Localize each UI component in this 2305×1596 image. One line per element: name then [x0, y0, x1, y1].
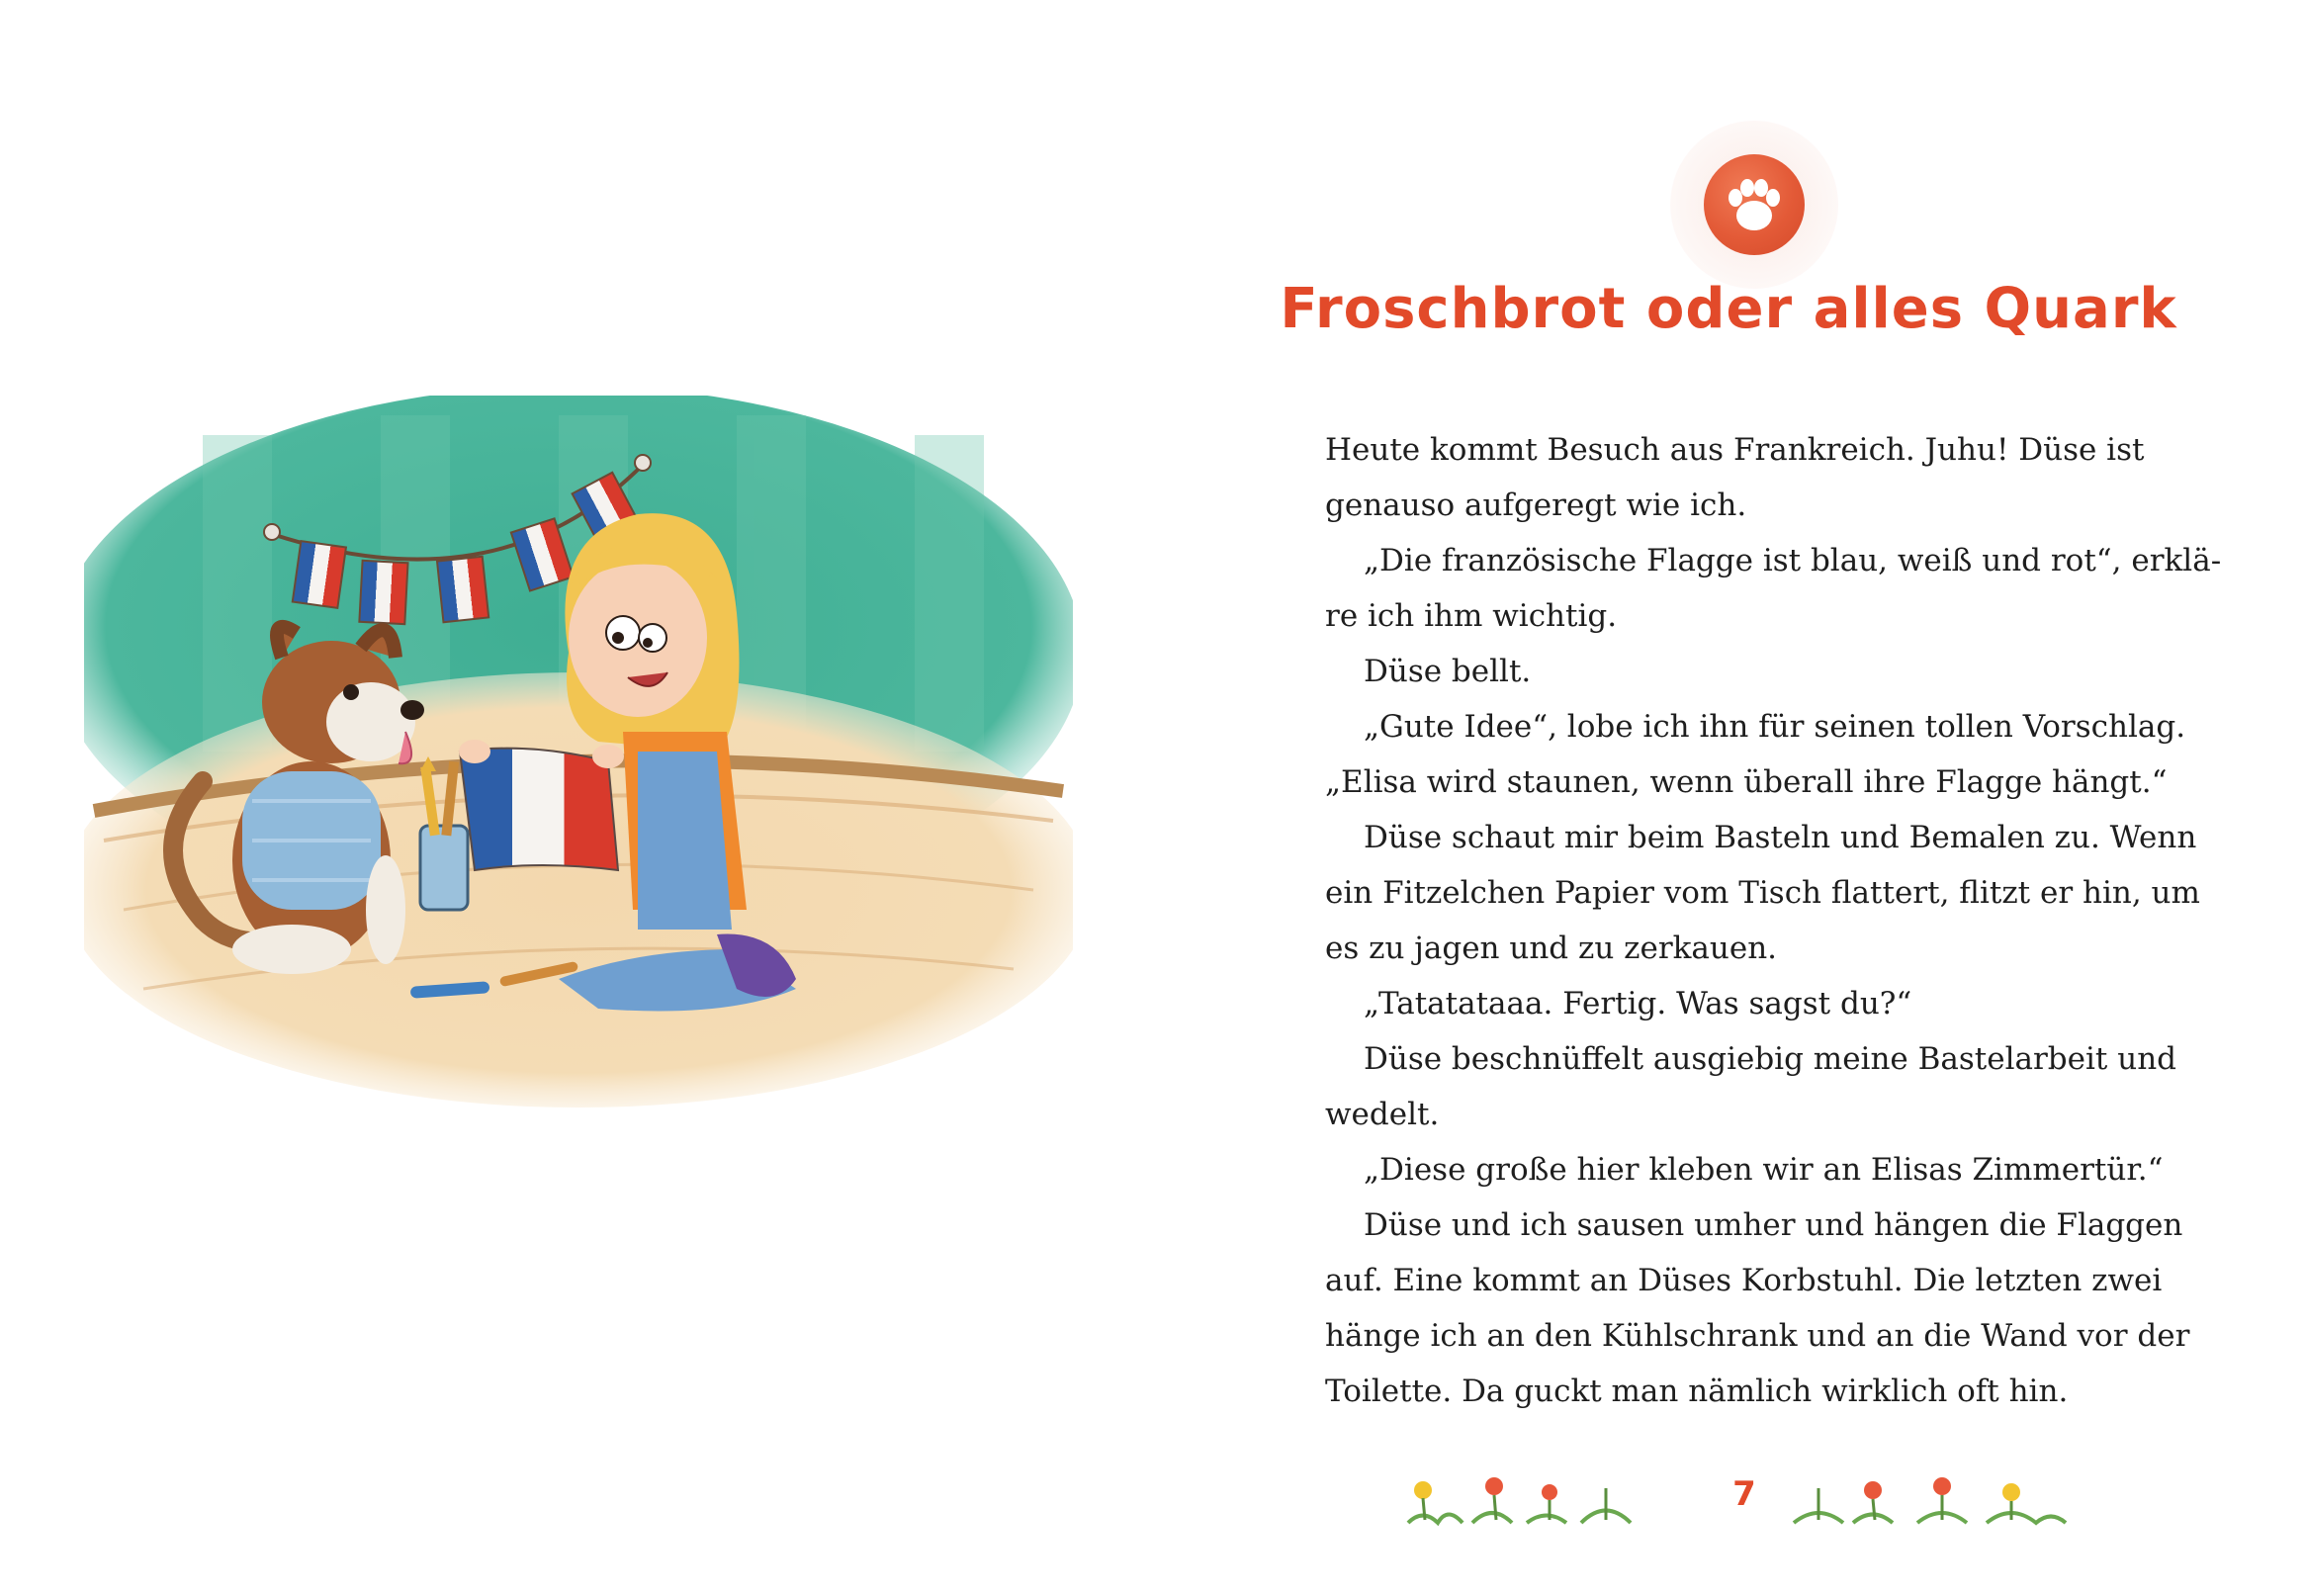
text-line: Düse und ich sausen umher und hängen die Flaggen — [1364, 1207, 2183, 1243]
left-page — [0, 0, 1152, 1596]
bunting-flag-2 — [359, 561, 407, 624]
page-footer — [1403, 1468, 2076, 1538]
text-line: Düse beschnüffelt ausgiebig meine Bastelarbeit und — [1364, 1041, 2176, 1077]
text-line: hänge ich an den Kühlschrank und an die Wand vor der — [1325, 1318, 2190, 1354]
story-text — [1325, 422, 2222, 1419]
text-line: Düse schaut mir beim Basteln und Bemalen zu. Wenn — [1364, 820, 2197, 855]
text-line: Toilette. Da guckt man nämlich wirklich oft hin. — [1325, 1374, 2069, 1409]
right-page — [1152, 0, 2305, 1596]
text-line: auf. Eine kommt an Düses Korbstuhl. Die letzten zwei — [1325, 1263, 2163, 1298]
text-line: es zu jagen und zu zerkauen. — [1325, 931, 1778, 966]
paw-badge — [1670, 121, 1838, 289]
text-line: ein Fitzelchen Papier vom Tisch flattert, flitzt er hin, um — [1325, 875, 2200, 911]
text-line: „Elisa wird staunen, wenn überall ihre Flagge hängt.“ — [1325, 764, 2168, 800]
text-line: genauso aufgeregt wie ich. — [1325, 488, 1747, 523]
text-line: „Diese große hier kleben wir an Elisas Zimmertür.“ — [1364, 1152, 2164, 1188]
text-line: „Die französische Flagge ist blau, weiß und rot“, erklä- — [1364, 543, 2222, 578]
chapter-title: Froschbrot oder alles Quark — [1280, 277, 2177, 341]
french-flag-held — [459, 740, 624, 870]
girl-with-dog-illustration — [84, 396, 1073, 1108]
text-line: „Tatatataaa. Fertig. Was sagst du?“ — [1364, 986, 1912, 1021]
flower-border-right — [1794, 1477, 2066, 1523]
bunting-flag-1 — [293, 541, 346, 608]
paw-print-icon — [1704, 154, 1805, 255]
bunting-flag-3 — [437, 557, 488, 622]
text-line: re ich ihm wichtig. — [1325, 598, 1618, 634]
text-line: „Gute Idee“, lobe ich ihn für seinen tollen Vorschlag. — [1364, 709, 2186, 745]
page-number: 7 — [1732, 1474, 1756, 1514]
text-line: Düse bellt. — [1364, 654, 1532, 689]
text-line: wedelt. — [1325, 1097, 1440, 1132]
text-line: Heute kommt Besuch aus Frankreich. Juhu! Düse ist — [1325, 432, 2145, 468]
flower-border-left — [1408, 1477, 1631, 1523]
